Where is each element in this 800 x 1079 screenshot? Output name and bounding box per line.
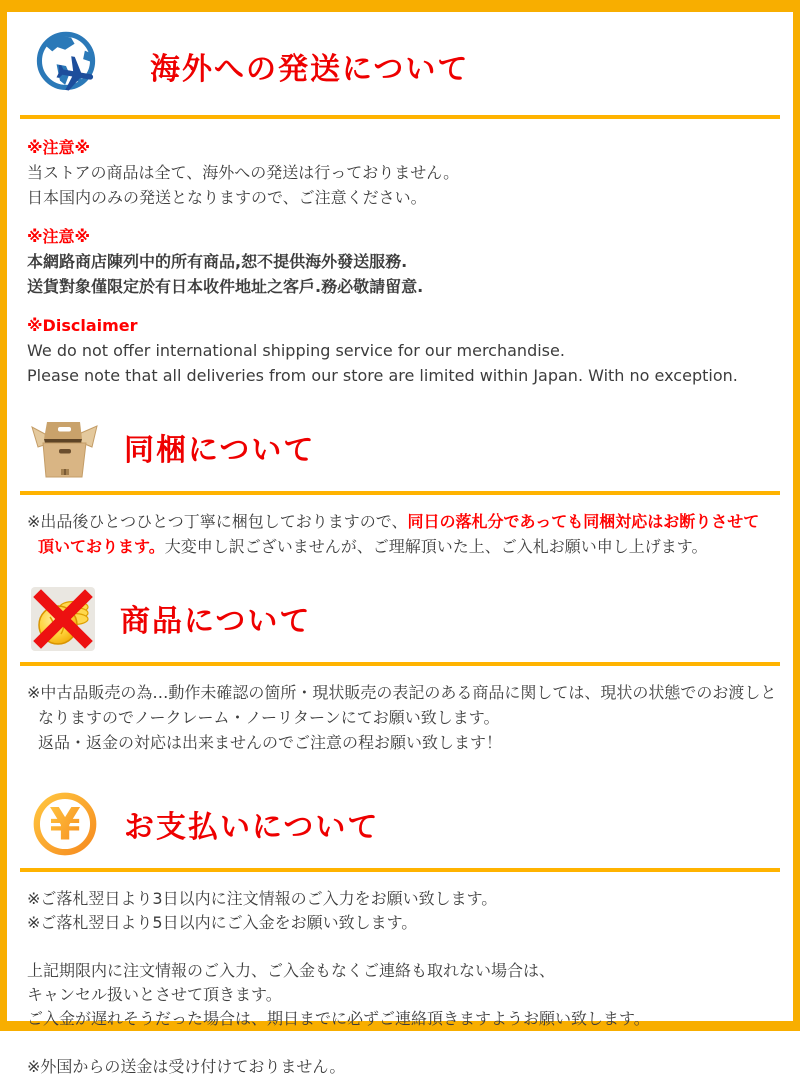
section-divider bbox=[20, 662, 780, 666]
block-heading: ※注意※ bbox=[27, 227, 91, 246]
text-run: 大変申し訳ございませんが、ご理解頂いた上、ご入札お願い申し上げます。 bbox=[164, 537, 708, 556]
text-line bbox=[27, 1031, 780, 1055]
text-line: 上記期限内に注文情報のご入力、ご入金もなくご連絡も取れない場合は、 bbox=[27, 961, 556, 980]
text-line: なりますのでノークレーム・ノーリターンにてお願い致します。 bbox=[38, 708, 500, 727]
text-line: 返品・返金の対応は出来ませんのでご注意の程お願い致します！ bbox=[38, 733, 503, 752]
text-line: ※中古品販売の為…動作未確認の箇所・現状販売の表記のある商品に関しては、現状の状態でのお渡しと bbox=[27, 683, 777, 702]
section-header-overseas-shipping bbox=[20, 26, 780, 106]
yen-coin-icon bbox=[30, 789, 100, 859]
highlighted-text-run: 頂いております。 bbox=[38, 537, 165, 556]
section-title-products: 商品について bbox=[120, 604, 312, 639]
block-heading: ※Disclaimer bbox=[27, 316, 138, 335]
text-line: Please note that all deliveries from our store are limited within Japan. With no exception. bbox=[27, 366, 738, 385]
globe-airplane-icon bbox=[30, 26, 126, 106]
coins-crossed-icon bbox=[30, 583, 96, 653]
svg-text:¥: ¥ bbox=[49, 797, 81, 851]
text-line: 送貨對象僅限定於有日本收件地址之客戶.務必敬請留意. bbox=[27, 277, 424, 296]
notice-block bbox=[20, 224, 780, 299]
text-line: 日本国内のみの発送となりますので、ご注意ください。 bbox=[27, 188, 427, 207]
section-header-payment bbox=[20, 789, 780, 859]
block-heading: ※注意※ bbox=[27, 138, 91, 157]
section-divider bbox=[20, 115, 780, 119]
products-notice bbox=[20, 680, 780, 755]
text-line bbox=[27, 509, 780, 534]
text-line: 本網路商店陳列中的所有商品,恕不提供海外發送服務. bbox=[27, 252, 408, 271]
section-header-products bbox=[20, 583, 780, 653]
text-line: 当ストアの商品は全て、海外への発送は行っておりません。 bbox=[27, 163, 460, 182]
text-line: ご入金が遅れそうだった場合は、期日までに必ずご連絡頂きますようお願い致します。 bbox=[27, 1009, 650, 1028]
page-content bbox=[7, 12, 793, 1079]
text-run: ※出品後ひとつひとつ丁寧に梱包しておりますので、 bbox=[27, 512, 408, 531]
section-title-overseas-shipping: 海外への発送について bbox=[150, 52, 470, 87]
text-line: ※ご落札翌日より5日以内にご入金をお願い致します。 bbox=[27, 913, 418, 932]
section-title-bundling: 同梱について bbox=[124, 433, 316, 468]
text-line: ※外国からの送金は受け付けておりません。 bbox=[27, 1057, 346, 1076]
bundling-notice bbox=[20, 509, 780, 559]
notice-block bbox=[20, 135, 780, 210]
text-line bbox=[27, 534, 780, 559]
text-line: ※ご落札翌日より3日以内に注文情報のご入力をお願い致します。 bbox=[27, 889, 498, 908]
notice-block bbox=[20, 313, 780, 388]
payment-notice bbox=[20, 887, 780, 1079]
text-line: キャンセル扱いとさせて頂きます。 bbox=[27, 985, 282, 1004]
section-divider bbox=[20, 868, 780, 872]
text-line bbox=[27, 935, 780, 959]
section-header-bundling bbox=[20, 412, 780, 482]
open-box-icon bbox=[30, 412, 100, 482]
overseas-shipping-notices bbox=[20, 135, 780, 388]
highlighted-text-run: 同日の落札分であっても同梱対応はお断りさせて bbox=[407, 512, 760, 531]
text-line: We do not offer international shipping service for our merchandise. bbox=[27, 341, 565, 360]
section-title-payment: お支払いについて bbox=[124, 810, 380, 845]
section-divider bbox=[20, 491, 780, 495]
